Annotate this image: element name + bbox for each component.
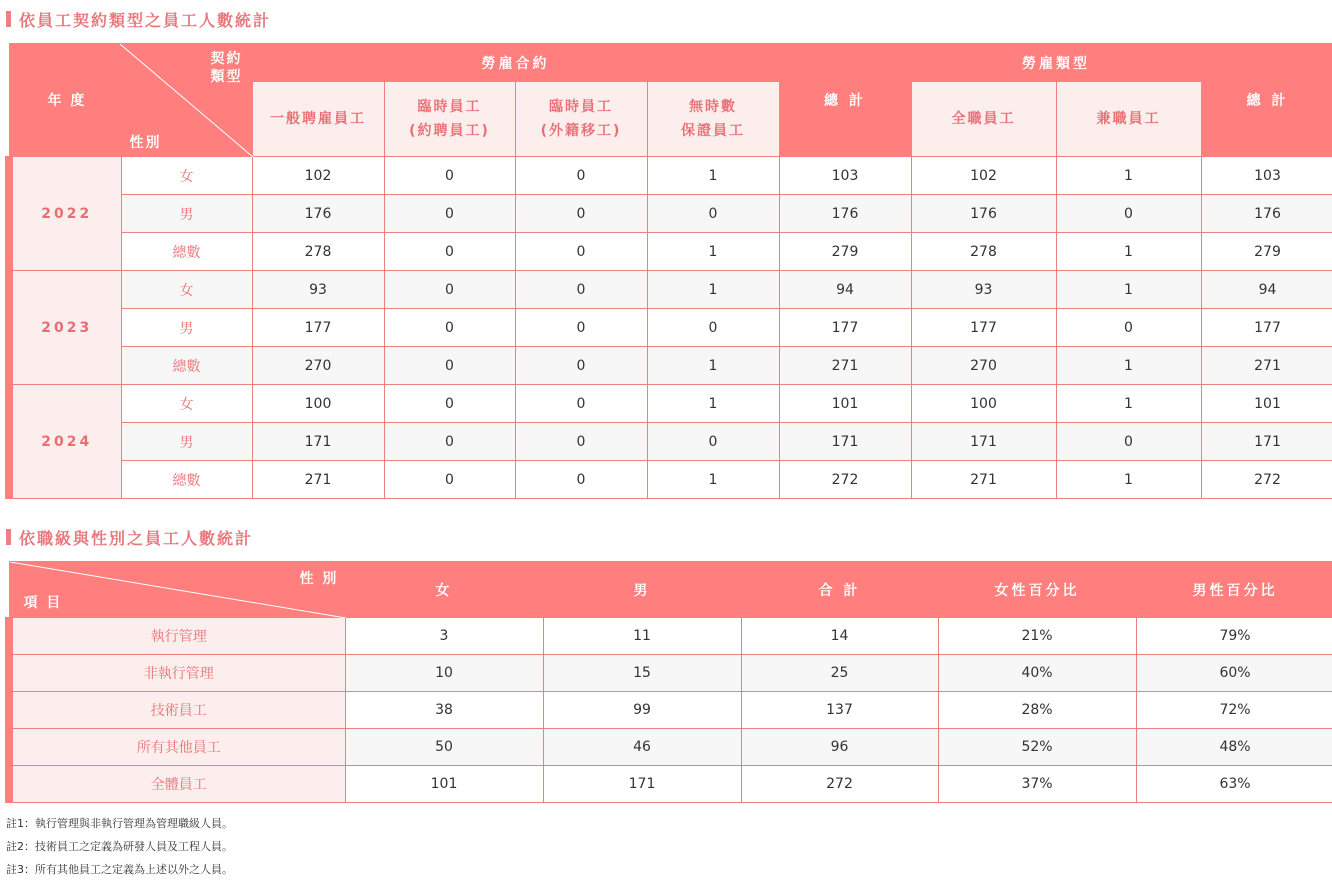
value-cell: 102 [911,157,1056,195]
value-cell: 0 [384,385,515,423]
col-total: 合 計 [741,562,938,618]
value-cell: 278 [911,233,1056,271]
year-cell: 2024 [9,385,121,499]
footnotes [6,812,233,881]
value-cell: 271 [252,461,384,499]
value-cell: 0 [647,309,779,347]
value-cell: 0 [515,309,647,347]
value-cell: 177 [252,309,384,347]
value-cell: 1 [647,347,779,385]
value-cell: 1 [647,385,779,423]
corner-year: 年 度 [47,93,87,109]
value-cell: 3 [345,618,543,655]
col-female-pct: 女性百分比 [938,562,1136,618]
table-row [9,385,1332,423]
value-cell: 0 [647,195,779,233]
value-cell: 1 [1056,347,1201,385]
value-cell: 0 [515,271,647,309]
corner2-gender: 性 別 [299,571,339,587]
gender-cell: 總數 [121,347,252,385]
value-cell: 93 [911,271,1056,309]
row-label: 非執行管理 [9,655,345,692]
table-row [9,271,1332,309]
value-cell: 137 [741,692,938,729]
value-cell: 0 [515,157,647,195]
value-cell: 0 [515,461,647,499]
value-cell: 10 [345,655,543,692]
corner-header [9,44,252,157]
table-row [9,157,1332,195]
footnote: 註2：技術員工之定義為研發人員及工程人員。 [6,840,233,853]
table-row [9,423,1332,461]
value-cell: 11 [543,618,741,655]
title-bar-marker [6,11,11,27]
value-cell: 271 [1201,347,1332,385]
value-cell: 0 [384,347,515,385]
value-cell: 177 [911,309,1056,347]
row-label: 技術員工 [9,692,345,729]
value-cell: 100 [911,385,1056,423]
group-contract-header: 勞雇合約 [252,44,779,82]
year-cell: 2023 [9,271,121,385]
row-label: 執行管理 [9,618,345,655]
job-level-table [5,561,1332,803]
value-cell: 37% [938,766,1136,803]
value-cell: 15 [543,655,741,692]
value-cell: 272 [1201,461,1332,499]
gender-cell: 女 [121,157,252,195]
value-cell: 25 [741,655,938,692]
contract-type-table [5,43,1332,499]
value-cell: 1 [1056,461,1201,499]
value-cell: 271 [911,461,1056,499]
value-cell: 171 [252,423,384,461]
value-cell: 72% [1136,692,1332,729]
section2-title-text: 依職級與性別之員工人數統計 [19,528,254,548]
table-row [9,195,1332,233]
value-cell: 0 [515,347,647,385]
value-cell: 1 [1056,157,1201,195]
value-cell: 270 [252,347,384,385]
table-row [9,766,1332,803]
table-row [9,309,1332,347]
corner-header-2 [9,562,345,618]
group-employment-header: 勞雇類型 [911,44,1201,82]
year-cell: 2022 [9,157,121,271]
value-cell: 99 [543,692,741,729]
value-cell: 48% [1136,729,1332,766]
value-cell: 0 [384,423,515,461]
footnote: 註3：所有其他員工之定義為上述以外之人員。 [6,863,233,876]
section1-title-text: 依員工契約類型之員工人數統計 [19,10,272,30]
value-cell: 176 [252,195,384,233]
value-cell: 0 [1056,423,1201,461]
value-cell: 1 [1056,385,1201,423]
table-row [9,729,1332,766]
value-cell: 171 [543,766,741,803]
value-cell: 0 [1056,309,1201,347]
col-regular: 一般聘雇員工 [252,82,384,157]
value-cell: 46 [543,729,741,766]
corner-gender: 性別 [129,135,162,151]
value-cell: 177 [1201,309,1332,347]
value-cell: 0 [384,309,515,347]
value-cell: 63% [1136,766,1332,803]
col-male: 男 [543,562,741,618]
value-cell: 96 [741,729,938,766]
section2-title [6,526,253,548]
value-cell: 0 [384,195,515,233]
col-non-guaranteed: 無時數 保證員工 [647,82,779,157]
col-part-time: 兼職員工 [1056,82,1201,157]
section1-title [6,8,271,30]
value-cell: 0 [384,157,515,195]
value-cell: 0 [384,233,515,271]
row-label: 全體員工 [9,766,345,803]
gender-cell: 男 [121,423,252,461]
value-cell: 271 [779,347,911,385]
value-cell: 279 [779,233,911,271]
value-cell: 278 [252,233,384,271]
value-cell: 28% [938,692,1136,729]
value-cell: 0 [1056,195,1201,233]
row-label: 所有其他員工 [9,729,345,766]
value-cell: 0 [515,233,647,271]
col-female: 女 [345,562,543,618]
value-cell: 101 [779,385,911,423]
value-cell: 272 [779,461,911,499]
value-cell: 0 [384,271,515,309]
table-row [9,347,1332,385]
value-cell: 272 [741,766,938,803]
table-row [9,461,1332,499]
value-cell: 21% [938,618,1136,655]
gender-cell: 男 [121,309,252,347]
value-cell: 176 [779,195,911,233]
table-row [9,692,1332,729]
value-cell: 0 [515,385,647,423]
table-row [9,233,1332,271]
value-cell: 0 [647,423,779,461]
corner2-item: 項 目 [23,595,63,611]
value-cell: 79% [1136,618,1332,655]
value-cell: 0 [515,423,647,461]
table-row [9,655,1332,692]
gender-cell: 總數 [121,461,252,499]
col-full-time: 全職員工 [911,82,1056,157]
value-cell: 102 [252,157,384,195]
col-male-pct: 男性百分比 [1136,562,1332,618]
value-cell: 52% [938,729,1136,766]
title-bar-marker [6,529,11,545]
value-cell: 0 [515,195,647,233]
col-total-employment: 總 計 [1201,44,1332,157]
value-cell: 171 [1201,423,1332,461]
value-cell: 101 [1201,385,1332,423]
value-cell: 177 [779,309,911,347]
corner-contract-type: 契約 類型 [210,51,243,85]
value-cell: 1 [647,157,779,195]
value-cell: 1 [1056,233,1201,271]
value-cell: 40% [938,655,1136,692]
value-cell: 60% [1136,655,1332,692]
value-cell: 1 [1056,271,1201,309]
value-cell: 101 [345,766,543,803]
value-cell: 176 [911,195,1056,233]
value-cell: 1 [647,461,779,499]
col-total-contract: 總 計 [779,44,911,157]
value-cell: 94 [1201,271,1332,309]
value-cell: 93 [252,271,384,309]
value-cell: 270 [911,347,1056,385]
value-cell: 100 [252,385,384,423]
value-cell: 103 [779,157,911,195]
value-cell: 171 [911,423,1056,461]
col-temp-migrant: 臨時員工 (外籍移工) [515,82,647,157]
gender-cell: 女 [121,385,252,423]
value-cell: 50 [345,729,543,766]
gender-cell: 總數 [121,233,252,271]
value-cell: 14 [741,618,938,655]
value-cell: 94 [779,271,911,309]
value-cell: 1 [647,271,779,309]
value-cell: 1 [647,233,779,271]
value-cell: 171 [779,423,911,461]
value-cell: 103 [1201,157,1332,195]
gender-cell: 女 [121,271,252,309]
value-cell: 38 [345,692,543,729]
footnote: 註1：執行管理與非執行管理為管理職級人員。 [6,817,233,830]
value-cell: 176 [1201,195,1332,233]
value-cell: 0 [384,461,515,499]
table-row [9,618,1332,655]
col-temp-contract: 臨時員工 (約聘員工) [384,82,515,157]
gender-cell: 男 [121,195,252,233]
value-cell: 279 [1201,233,1332,271]
